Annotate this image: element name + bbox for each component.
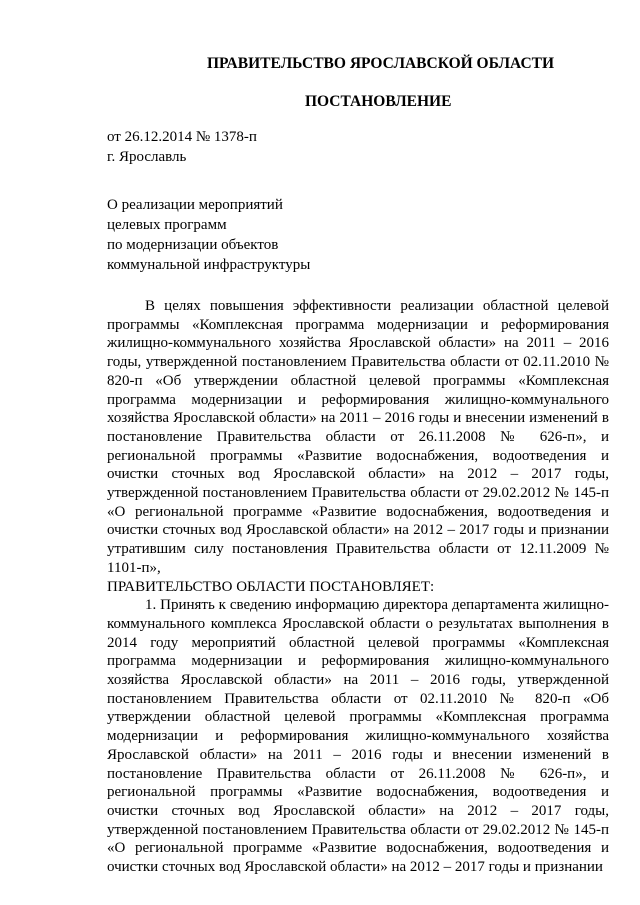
document-type-title: ПОСТАНОВЛЕНИЕ [305, 93, 452, 110]
subject-line: по модернизации объектов [107, 237, 279, 253]
preamble-paragraph: В целях повышения эффективности реализации областной целевой программы «Комплексная программа модернизации и реформирования жилищно-коммунального хозяйства Ярославской области» на 2011 – 2016 годы, утвержденной постановлением Правительства области от 02.11.2010 № 820-п «Об утверждении областной целевой программы «Комплексная программа модернизации и реформирования жилищно-коммунального хозяйства Ярославской области» на 2011 – 2016 годы и внесении изменений в постановление Правительства области от 26.11.2008 № 626-п», и региональной программы «Развитие водоснабжения, водоотведения и очистки сточных вод Ярославской области» на 2012 – 2017 годы, утвержденной постановлением Правительства области от 29.02.2012 № 145-п «О региональной программе «Развитие водоснабжения, водоотведения и очистки сточных вод Ярославской области» на 2012 – 2017 годы и признании утратившим силу постановления Правительства области от 12.11.2009 № 1101-п», [107, 298, 609, 576]
item-1-paragraph: 1. Принять к сведению информацию директора департамента жилищно-коммунального комплекса Ярославской области о результатах выполнения в 2014 году мероприятий областной целевой программы «Комплексная программа модернизации и реформирования жилищно-коммунального хозяйства Ярославской области» на 2011 – 2016 годы, утвержденной постановлением Правительства области от 02.11.2010 № 820-п «Об утверждении областной целевой программы «Комплексная программа модернизации и реформирования жилищно-коммунального хозяйства Ярославской области» на 2011 – 2016 годы и внесении изменений в постановление Правительства области от 26.11.2008 № 626-п», и региональной программы «Развитие водоснабжения, водоотведения и очистки сточных вод Ярославской области» на 2012 – 2017 годы, утвержденной постановлением Правительства области от 29.02.2012 № 145-п «О региональной программе «Развитие водоснабжения, водоотведения и очистки сточных вод Ярославской области» на 2012 – 2017 годы и признании [107, 597, 609, 876]
document-meta [107, 127, 257, 167]
subject-line: О реализации мероприятий [107, 197, 283, 213]
document-body [107, 297, 609, 877]
date-number: от 26.12.2014 № 1378-п [107, 129, 257, 145]
order-statement: ПРАВИТЕЛЬСТВО ОБЛАСТИ ПОСТАНОВЛЯЕТ: [107, 578, 435, 595]
organization-title: ПРАВИТЕЛЬСТВО ЯРОСЛАВСКОЙ ОБЛАСТИ [207, 55, 555, 72]
subject-line: целевых программ [107, 217, 227, 233]
city: г. Ярославль [107, 149, 187, 165]
document-subject [107, 195, 310, 275]
subject-line: коммунальной инфраструктуры [107, 257, 311, 273]
